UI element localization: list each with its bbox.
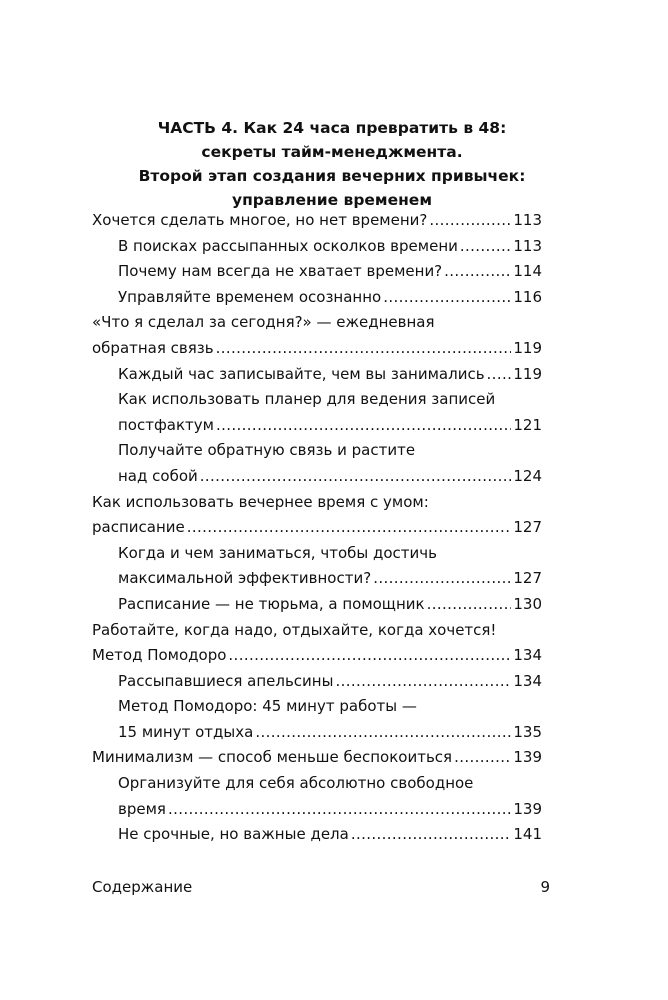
- toc-entry-section[interactable]: [92, 771, 542, 822]
- table-of-contents: [92, 208, 542, 848]
- dot-leader: [373, 566, 511, 592]
- toc-entry-chapter[interactable]: [92, 490, 542, 541]
- toc-entry-line: [118, 259, 542, 285]
- toc-entry-title: Рассыпавшиеся апельсины: [118, 671, 334, 690]
- dot-leader: [228, 643, 511, 669]
- toc-entry-title: 15 минут отдыха: [118, 722, 254, 741]
- toc-entry-chapter[interactable]: [92, 310, 542, 361]
- toc-entry-section[interactable]: [92, 694, 542, 745]
- toc-page-number: 130: [513, 594, 542, 613]
- toc-entry-title: Организуйте для себя абсолютно свободное: [118, 774, 474, 793]
- toc-entry-title: Управляйте временем осознанно: [118, 287, 382, 306]
- dot-leader: [427, 592, 512, 618]
- toc-page-number: 134: [513, 646, 542, 665]
- part-heading-line: секреты тайм-менеджмента.: [201, 143, 463, 161]
- toc-entry-line: [92, 745, 542, 771]
- dot-leader: [383, 285, 511, 311]
- toc-entry-chapter[interactable]: [92, 745, 542, 771]
- toc-page-number: 124: [513, 466, 542, 485]
- dot-leader: [351, 822, 512, 848]
- toc-entry-section[interactable]: [92, 541, 542, 592]
- toc-entry-title: Почему нам всегда не хватает времени?: [118, 262, 443, 281]
- toc-entry-title: Не срочные, но важные дела: [118, 825, 349, 844]
- toc-entry-title: Работайте, когда надо, отдыхайте, когда хочется!: [92, 620, 497, 639]
- toc-entry-section[interactable]: [92, 438, 542, 489]
- toc-page-number: 116: [513, 287, 542, 306]
- toc-entry-title: Минимализм — способ меньше беспокоиться: [92, 748, 453, 767]
- toc-entry-line: [118, 566, 542, 592]
- toc-entry-line: [92, 208, 542, 234]
- toc-entry-title: обратная связь: [92, 338, 214, 357]
- toc-entry-line: [118, 413, 542, 439]
- toc-entry-title: Метод Помодоро: 45 минут работы —: [118, 697, 417, 716]
- toc-entry-line: [118, 285, 542, 311]
- toc-entry-line: [118, 669, 542, 695]
- toc-page-number: 113: [513, 236, 542, 255]
- dot-leader: [460, 234, 511, 260]
- dot-leader: [168, 797, 511, 823]
- toc-entry-title: Как использовать планер для ведения записей: [118, 390, 496, 409]
- dot-leader: [216, 413, 511, 439]
- toc-entry-line: [118, 797, 542, 823]
- toc-page-number: 119: [513, 364, 542, 383]
- toc-entry-title: Когда и чем заниматься, чтобы достичь: [118, 543, 437, 562]
- toc-entry-line: [118, 822, 542, 848]
- toc-entry-section[interactable]: [92, 387, 542, 438]
- toc-page-number: 139: [513, 748, 542, 767]
- toc-entry-section[interactable]: [92, 669, 542, 695]
- toc-entry-line: [92, 336, 542, 362]
- toc-entry-title: Хочется сделать многое, но нет времени?: [92, 211, 428, 229]
- toc-entry-title: Как использовать вечернее время с умом:: [92, 492, 429, 511]
- toc-entry-title: постфактум: [118, 415, 214, 434]
- dot-leader: [255, 720, 511, 746]
- toc-page-number: 114: [513, 262, 542, 281]
- toc-entry-title: В поисках рассыпанных осколков времени: [118, 236, 458, 255]
- toc-page-number: 139: [513, 799, 542, 818]
- toc-page-number: 141: [513, 825, 542, 844]
- dot-leader: [444, 259, 511, 285]
- toc-entry-section[interactable]: [92, 822, 542, 848]
- toc-entry-section[interactable]: [92, 259, 542, 285]
- toc-entry-line: [118, 362, 542, 388]
- toc-page-number: 134: [513, 671, 542, 690]
- dot-leader: [429, 208, 511, 234]
- toc-entry-title: максимальной эффективности?: [118, 569, 372, 588]
- toc-entry-title: Расписание — не тюрьма, а помощник: [118, 594, 425, 613]
- toc-entry-line: [118, 592, 542, 618]
- dot-leader: [454, 745, 511, 771]
- dot-leader: [335, 669, 511, 695]
- page-number: 9: [540, 878, 550, 896]
- running-footer-title: Содержание: [92, 878, 193, 896]
- toc-entry-title: «Что я сделал за сегодня?» — ежедневная: [92, 313, 435, 332]
- toc-entry-chapter[interactable]: [92, 618, 542, 669]
- part-heading-line: управление временем: [231, 191, 432, 209]
- dot-leader: [187, 515, 512, 541]
- dot-leader: [487, 362, 512, 388]
- toc-entry-section[interactable]: [92, 285, 542, 311]
- toc-page-number: 135: [513, 722, 542, 741]
- toc-entry-section[interactable]: [92, 234, 542, 260]
- part-heading-line: Второй этап создания вечерних привычек:: [138, 167, 526, 185]
- toc-page-number: 121: [513, 415, 542, 434]
- toc-entry-title: над собой: [118, 466, 198, 485]
- toc-entry-title: Каждый час записывайте, чем вы занимались: [118, 364, 485, 383]
- toc-entry-title: время: [118, 799, 166, 818]
- part-heading-line: ЧАСТЬ 4. Как 24 часа превратить в 48:: [157, 119, 507, 137]
- toc-page-number: 119: [513, 338, 542, 357]
- toc-entry-line: [92, 643, 542, 669]
- toc-entry-line: [92, 515, 542, 541]
- toc-page-number: 127: [513, 569, 542, 588]
- toc-entry-title: расписание: [92, 518, 185, 537]
- dot-leader: [216, 336, 512, 362]
- toc-entry-section[interactable]: [92, 592, 542, 618]
- toc-entry-line: [118, 720, 542, 746]
- toc-page-number: 113: [513, 211, 542, 229]
- part-heading: [92, 116, 572, 212]
- toc-entry-line: [118, 234, 542, 260]
- toc-entry-chapter[interactable]: [92, 208, 542, 234]
- dot-leader: [200, 464, 512, 490]
- toc-page-number: 127: [513, 518, 542, 537]
- toc-entry-title: Метод Помодоро: [92, 646, 227, 665]
- toc-entry-title: Получайте обратную связь и растите: [118, 441, 416, 460]
- toc-entry-line: [118, 464, 542, 490]
- page-footer: [92, 878, 550, 896]
- toc-entry-section[interactable]: [92, 362, 542, 388]
